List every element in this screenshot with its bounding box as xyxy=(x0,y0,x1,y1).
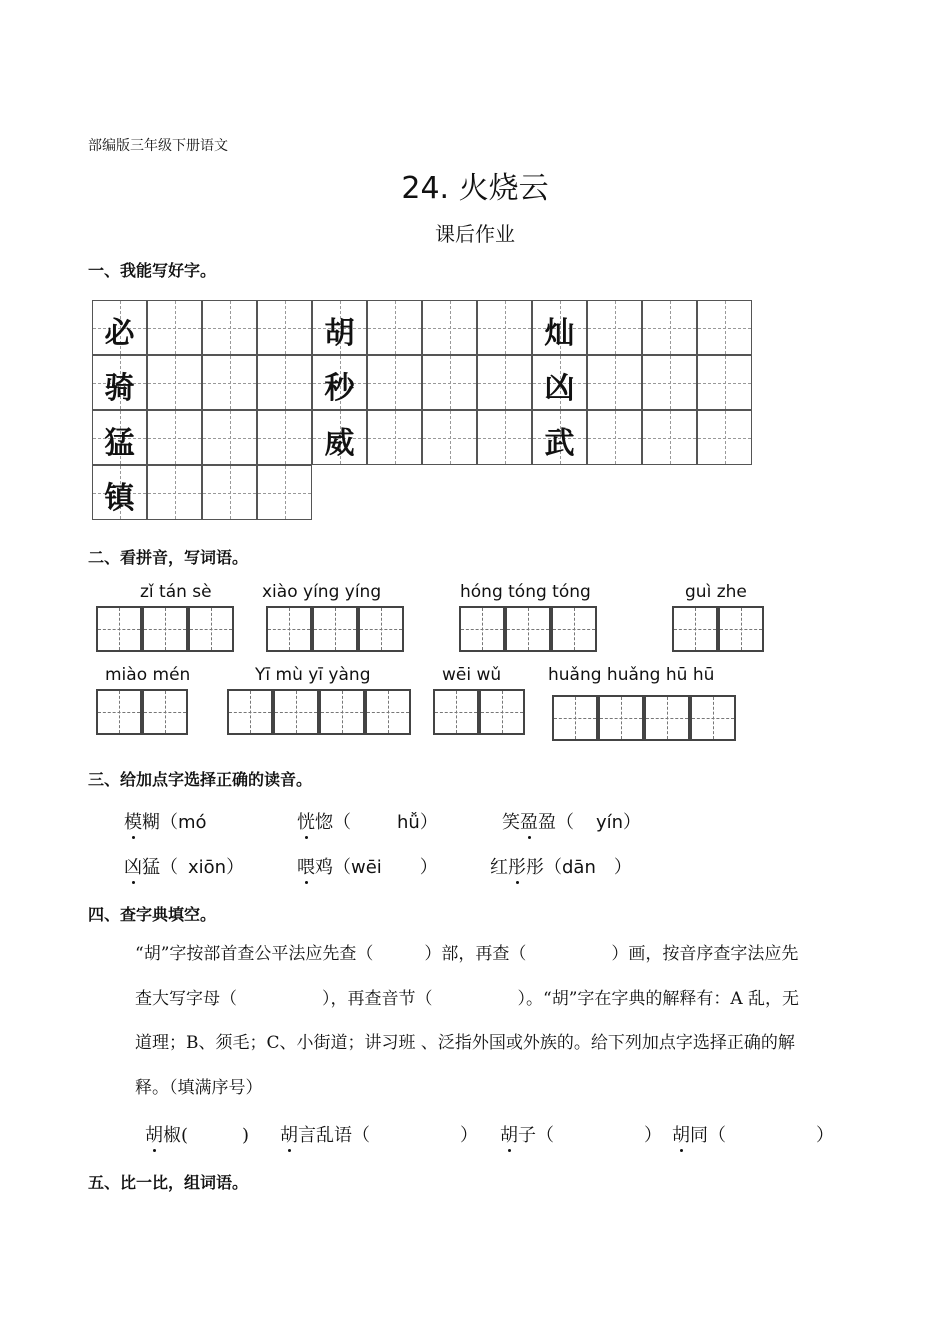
writing-cell xyxy=(422,355,477,410)
answer-box[interactable] xyxy=(551,606,597,652)
writing-cell xyxy=(312,410,367,465)
dotted-char: 模 xyxy=(124,808,142,834)
answer-box[interactable] xyxy=(433,689,479,735)
q4-word-1 xyxy=(145,1121,249,1147)
writing-cell xyxy=(422,410,477,465)
grid-character: 武 xyxy=(544,426,575,461)
q3-text: 彤（ xyxy=(526,857,562,878)
q4-text: 同（ ） xyxy=(690,1125,834,1146)
writing-cell xyxy=(477,410,532,465)
pinyin-label: miào mén xyxy=(105,665,191,685)
writing-cell xyxy=(92,300,147,355)
writing-cell xyxy=(257,465,312,520)
pinyin-label: guì zhe xyxy=(685,582,747,602)
q3-item-5 xyxy=(297,853,438,879)
writing-cell xyxy=(202,410,257,465)
answer-box[interactable] xyxy=(459,606,505,652)
writing-cell xyxy=(147,465,202,520)
q4-text: 子（ ） xyxy=(518,1125,662,1146)
q4-text: 言乱语（ ） xyxy=(298,1125,478,1146)
grid-character: 秒 xyxy=(324,371,355,406)
q3-item-6 xyxy=(490,853,632,879)
writing-cell xyxy=(202,300,257,355)
section-2-heading: 二、看拼音，写词语。 xyxy=(88,548,249,567)
pinyin-label: wēi wǔ xyxy=(442,665,502,685)
q3-text: 盈（ xyxy=(538,812,574,833)
q3-pinyin: xiōn） xyxy=(188,857,245,878)
writing-cell xyxy=(422,300,477,355)
answer-box[interactable] xyxy=(505,606,551,652)
grid-character: 威 xyxy=(324,426,355,461)
page-subtitle: 课后作业 xyxy=(435,222,515,246)
section-3-heading: 三、给加点字选择正确的读音。 xyxy=(88,770,313,789)
q3-text: 鸡（ xyxy=(315,857,351,878)
writing-cell xyxy=(202,355,257,410)
q4-word-4 xyxy=(672,1121,834,1147)
q4-word-2 xyxy=(280,1121,478,1147)
answer-box[interactable] xyxy=(312,606,358,652)
q4-line-4: 释。（填满序号） xyxy=(135,1077,263,1098)
section-5-heading: 五、比一比，组词语。 xyxy=(88,1173,249,1192)
pinyin-label: huǎng huǎng hū hū xyxy=(548,665,715,685)
q4-paragraph xyxy=(135,932,799,1110)
grid-character: 必 xyxy=(104,316,135,351)
q3-text: ） xyxy=(613,857,632,878)
dotted-char: 恍 xyxy=(297,808,315,834)
answer-box[interactable] xyxy=(142,689,188,735)
writing-cell xyxy=(257,300,312,355)
q3-text: ） xyxy=(419,857,438,878)
answer-box[interactable] xyxy=(365,689,411,735)
writing-cell xyxy=(257,410,312,465)
page-title: 24. 火烧云 xyxy=(401,171,549,206)
dotted-char: 胡 xyxy=(672,1121,690,1147)
writing-cell xyxy=(367,300,422,355)
writing-cell xyxy=(697,300,752,355)
q3-pinyin: mó xyxy=(178,812,207,833)
answer-box[interactable] xyxy=(266,606,312,652)
pinyin-label: Yī mù yī yàng xyxy=(255,665,371,685)
q4-line-2: 查大写字母（ ），再查音节（ ）。“胡”字在字典的解释有：A 乱，无 xyxy=(135,988,800,1009)
q3-text: 红 xyxy=(490,857,508,878)
answer-box[interactable] xyxy=(273,689,319,735)
q3-pinyin: hǚ） xyxy=(397,812,438,833)
q3-item-2 xyxy=(297,808,438,834)
writing-cell xyxy=(147,355,202,410)
writing-cell xyxy=(697,355,752,410)
writing-cell xyxy=(92,355,147,410)
q3-pinyin: dān xyxy=(562,857,596,878)
section-1-heading: 一、我能写好字。 xyxy=(88,261,217,280)
writing-cell xyxy=(147,300,202,355)
answer-box[interactable] xyxy=(718,606,764,652)
q4-word-3 xyxy=(500,1121,662,1147)
q4-line-3: 道理；B、须毛；C、小街道；讲习班 、泛指外国或外族的。给下列加点字选择正确的解 xyxy=(135,1033,795,1053)
writing-cell xyxy=(202,465,257,520)
grid-character: 灿 xyxy=(544,316,575,351)
answer-box[interactable] xyxy=(672,606,718,652)
answer-box[interactable] xyxy=(690,695,736,741)
pinyin-label: xiào yíng yíng xyxy=(262,582,382,602)
q4-text: 椒( ) xyxy=(163,1125,250,1146)
answer-box[interactable] xyxy=(96,606,142,652)
dotted-char: 胡 xyxy=(500,1121,518,1147)
q3-text: 笑 xyxy=(502,812,520,833)
writing-cell xyxy=(92,465,147,520)
answer-box[interactable] xyxy=(598,695,644,741)
grid-character: 骑 xyxy=(104,371,135,406)
writing-cell xyxy=(92,410,147,465)
dotted-char: 凶 xyxy=(124,853,142,879)
dotted-char: 彤 xyxy=(508,853,526,879)
answer-box[interactable] xyxy=(188,606,234,652)
grid-character: 猛 xyxy=(104,426,135,461)
grid-character: 镇 xyxy=(104,481,135,516)
answer-box[interactable] xyxy=(552,695,598,741)
q3-item-4 xyxy=(124,853,244,879)
writing-cell xyxy=(587,300,642,355)
writing-cell xyxy=(367,355,422,410)
writing-cell xyxy=(642,300,697,355)
answer-box[interactable] xyxy=(142,606,188,652)
writing-cell xyxy=(367,410,422,465)
writing-cell xyxy=(257,355,312,410)
writing-cell xyxy=(147,410,202,465)
writing-cell xyxy=(477,355,532,410)
dotted-char: 盈 xyxy=(520,808,538,834)
answer-box[interactable] xyxy=(96,689,142,735)
q4-line-1: “胡”字按部首查公平法应先查（ ）部，再查（ ）画，按音序查字法应先 xyxy=(135,944,799,964)
answer-box[interactable] xyxy=(644,695,690,741)
q3-text: 惚（ xyxy=(315,812,351,833)
writing-cell xyxy=(642,355,697,410)
writing-cell xyxy=(532,355,587,410)
grid-character: 凶 xyxy=(544,371,575,406)
writing-cell xyxy=(477,300,532,355)
writing-cell xyxy=(587,355,642,410)
section-4-heading: 四、查字典填空。 xyxy=(88,905,217,924)
writing-cell xyxy=(532,300,587,355)
writing-cell xyxy=(642,410,697,465)
q3-item-3 xyxy=(502,808,641,834)
dotted-char: 胡 xyxy=(145,1121,163,1147)
writing-cell xyxy=(312,355,367,410)
writing-cell xyxy=(697,410,752,465)
grid-character: 胡 xyxy=(324,316,355,351)
dotted-char: 喂 xyxy=(297,853,315,879)
pinyin-label: hóng tóng tóng xyxy=(460,582,591,602)
answer-box[interactable] xyxy=(479,689,525,735)
writing-cell xyxy=(312,300,367,355)
answer-box[interactable] xyxy=(227,689,273,735)
answer-box[interactable] xyxy=(358,606,404,652)
answer-box[interactable] xyxy=(319,689,365,735)
writing-cell xyxy=(532,410,587,465)
pinyin-label: zǐ tán sè xyxy=(140,582,212,602)
q3-pinyin: wēi xyxy=(351,857,382,878)
q3-item-1 xyxy=(124,808,207,834)
dotted-char: 胡 xyxy=(280,1121,298,1147)
header-label: 部编版三年级下册语文 xyxy=(88,138,228,154)
writing-cell xyxy=(587,410,642,465)
q3-text: 猛（ xyxy=(142,857,178,878)
q3-pinyin: yín） xyxy=(596,812,642,833)
q3-text: 糊（ xyxy=(142,812,178,833)
